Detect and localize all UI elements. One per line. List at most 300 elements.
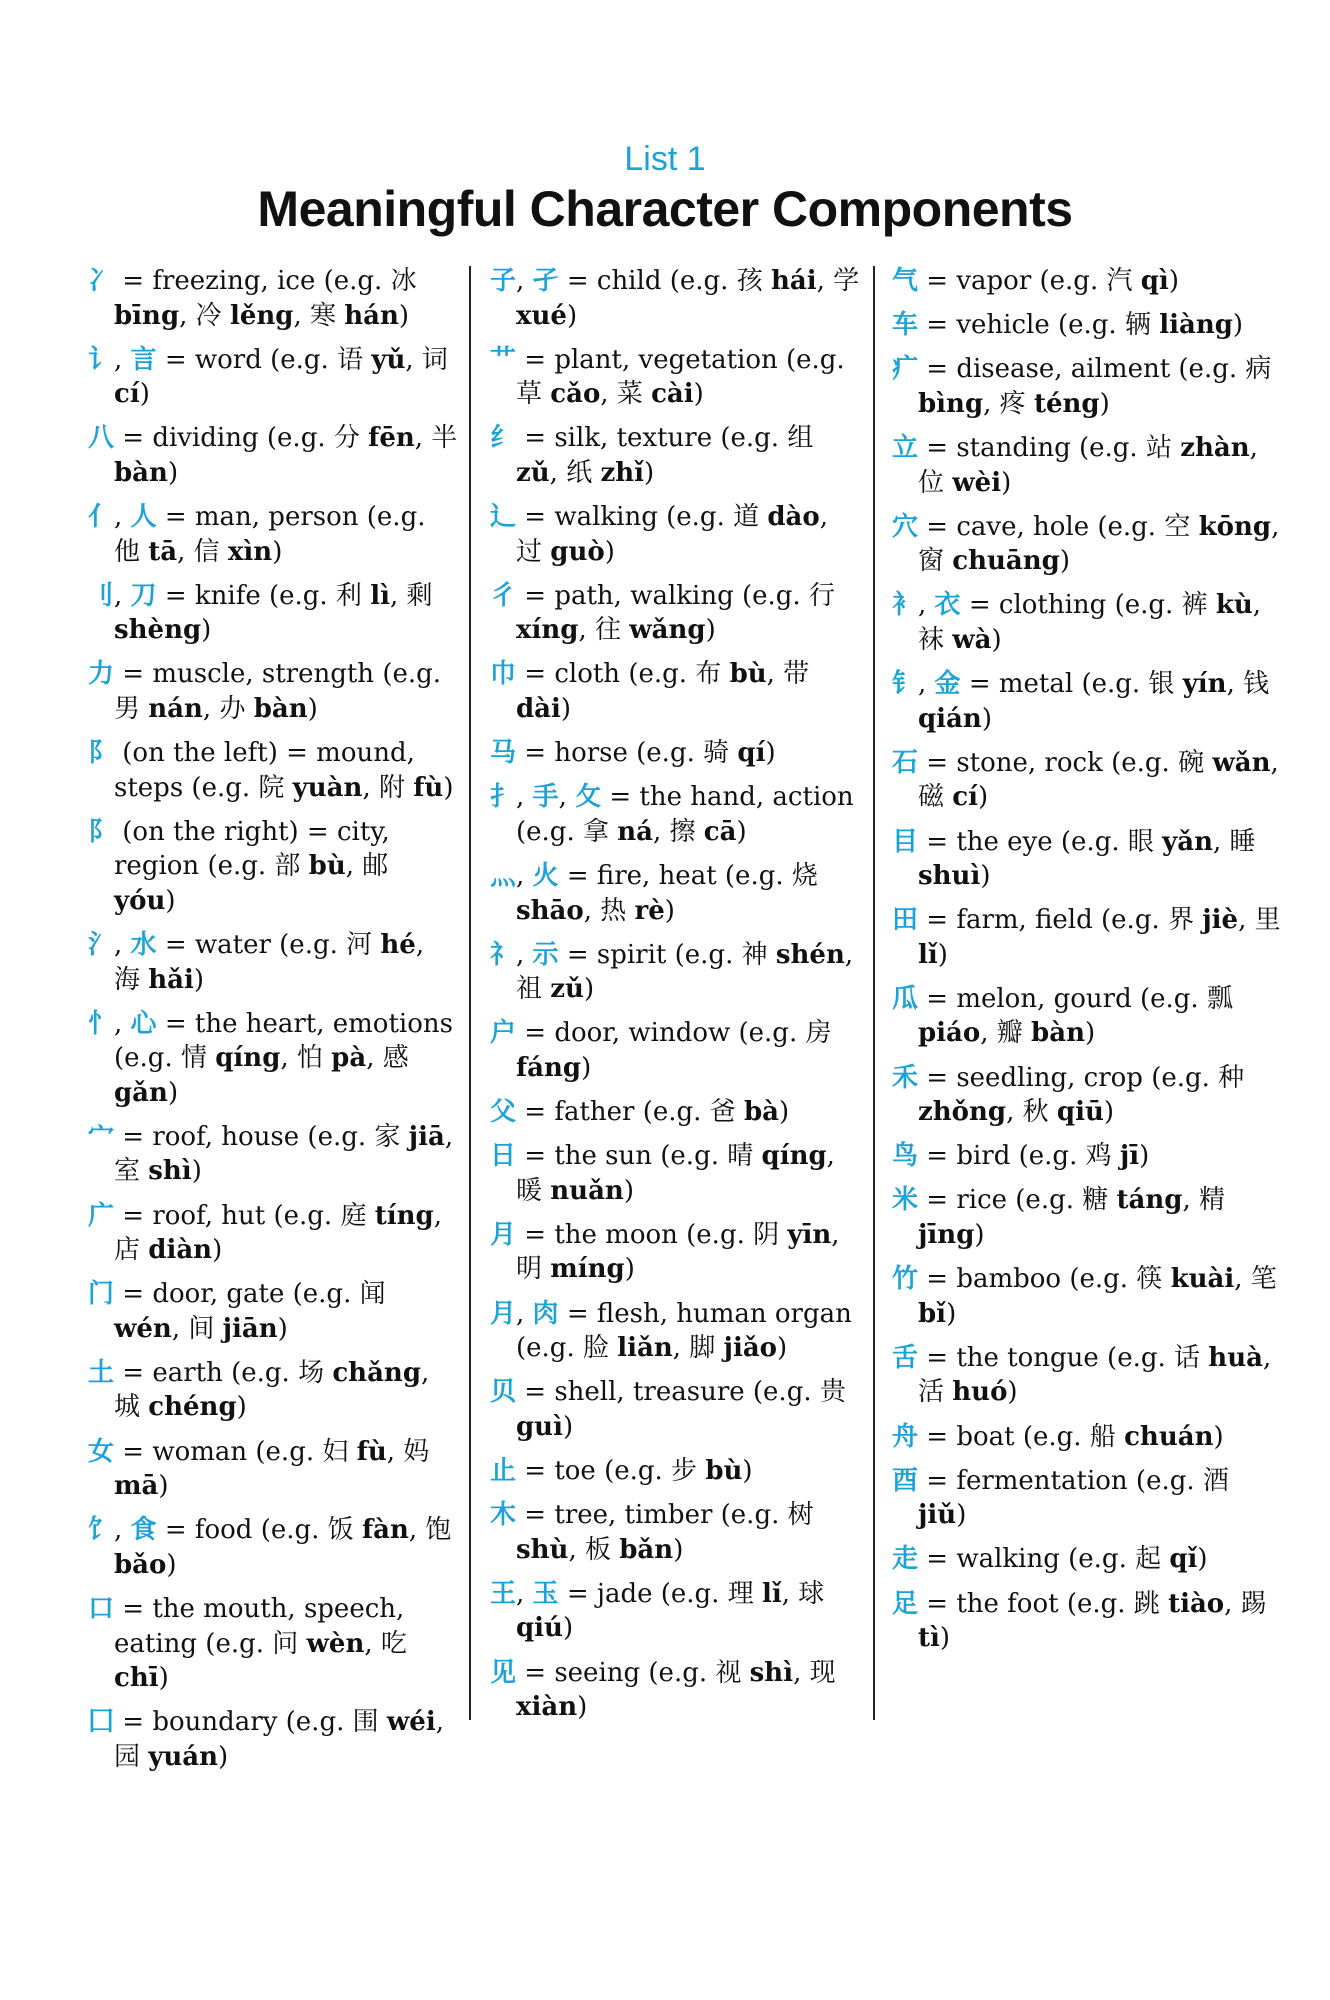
entry-text: = disease, ailment (e.g. 病 [918, 354, 1272, 385]
component-character: 瓜 [892, 983, 919, 1014]
component-entry [490, 1656, 860, 1725]
component-character: 石 [892, 747, 919, 778]
entry-text: ) [673, 1534, 684, 1565]
entry-text: = the mouth, speech, eating (e.g. 问 [114, 1594, 405, 1659]
entry-text: = bamboo (e.g. 筷 [918, 1264, 1171, 1295]
component-character: 辶 [490, 502, 517, 533]
component-character: 疒 [892, 354, 919, 385]
entry-text: ) [165, 885, 176, 916]
component-entry [892, 352, 1282, 421]
component-character: 钅 [892, 669, 919, 700]
component-entry [490, 859, 860, 928]
component-entry [892, 431, 1282, 500]
pinyin: lǐ [918, 939, 938, 970]
component-entry [490, 938, 860, 1007]
entry-text: , [516, 266, 533, 296]
entry-text: = door, gate (e.g. 闻 [114, 1279, 386, 1310]
pinyin: dài [516, 693, 561, 724]
list-label: List 1 [624, 140, 706, 178]
component-character: 力 [88, 659, 115, 690]
pinyin: lǐ [761, 1578, 782, 1609]
pinyin: bàn [114, 457, 168, 488]
component-character: 示 [532, 939, 559, 970]
pinyin: qí [737, 738, 766, 769]
component-character: 鸟 [892, 1141, 919, 1172]
entry-text: = earth (e.g. 场 [114, 1357, 333, 1388]
pinyin: bìng [918, 388, 984, 419]
component-character: 囗 [88, 1707, 115, 1738]
component-character: 扌 [490, 782, 517, 813]
entry-text: ) [167, 457, 179, 488]
component-character: 巾 [490, 659, 517, 690]
pinyin: zǔ [550, 974, 584, 1005]
component-character: 口 [88, 1594, 115, 1624]
column-1 [88, 264, 458, 1784]
entry-text: = father (e.g. 爸 [516, 1097, 744, 1128]
pinyin: nuǎn [550, 1175, 624, 1206]
entry-text: , 睡 [1213, 826, 1256, 857]
component-entry [88, 1356, 458, 1425]
component-character: 亻 [88, 502, 115, 533]
entry-text: , 菜 [600, 379, 652, 410]
component-entry [490, 1375, 860, 1444]
entry-text: , 踢 [1224, 1588, 1267, 1619]
pinyin: chī [114, 1663, 159, 1693]
pinyin: huà [1208, 1342, 1263, 1373]
entry-text: , 脚 [672, 1333, 724, 1364]
pinyin: jiǔ [918, 1500, 957, 1531]
entry-text: ) [956, 1500, 967, 1531]
entry-text: , 海 [114, 930, 425, 995]
pinyin: yǔ [371, 344, 406, 375]
component-entry [490, 1454, 860, 1489]
component-character: 攵 [575, 782, 602, 813]
component-entry [892, 264, 1282, 299]
component-character: 足 [892, 1588, 919, 1619]
entry-text: , 信 [177, 536, 228, 567]
entry-text: = water (e.g. 河 [156, 930, 381, 960]
entry-text: ) [1099, 388, 1110, 419]
component-entry [88, 657, 458, 726]
entry-text: = shell, treasure (e.g. 贵 [516, 1377, 846, 1408]
entry-text: , [114, 930, 131, 960]
component-entry [490, 736, 860, 771]
component-entry [490, 1297, 860, 1366]
pinyin: zhǒng [918, 1097, 1007, 1128]
entry-text: = vapor (e.g. 汽 [918, 266, 1141, 296]
entry-text: ) [1059, 546, 1070, 577]
pinyin: qiú [516, 1613, 563, 1644]
entry-text: , [516, 782, 533, 813]
pinyin: shì [148, 1156, 192, 1187]
entry-text: , [516, 939, 533, 970]
entry-text: , 冷 [179, 300, 230, 331]
pinyin: lì [370, 580, 390, 611]
entry-text: ) [1103, 1097, 1115, 1128]
entry-text: , 饱 [408, 1515, 452, 1546]
component-entry [88, 264, 458, 333]
component-character: 心 [130, 1008, 157, 1039]
component-entry [892, 588, 1282, 657]
component-entry [490, 500, 860, 569]
pinyin: wèi [952, 467, 1002, 498]
component-character: 衣 [934, 590, 961, 621]
component-entry [490, 1498, 860, 1567]
component-entry [490, 1139, 860, 1208]
pinyin: chǎng [332, 1357, 422, 1388]
entry-text: ) [277, 1313, 288, 1344]
component-character: 冫 [88, 266, 115, 296]
component-entry [490, 343, 860, 412]
component-entry [490, 1218, 860, 1287]
entry-text: = freezing, ice (e.g. 冰 [114, 266, 417, 296]
entry-text: = path, walking (e.g. 行 [516, 580, 835, 611]
entry-text: = seedling, crop (e.g. 种 [918, 1062, 1245, 1093]
pinyin: shù [516, 1534, 569, 1565]
pinyin: jiān [222, 1313, 278, 1344]
entry-text: , 感 [366, 1043, 409, 1074]
pinyin: bàn [253, 693, 308, 724]
pinyin: liǎn [617, 1333, 673, 1364]
component-character: 舟 [892, 1421, 919, 1452]
entry-text: = silk, texture (e.g. 组 [516, 423, 814, 454]
pinyin: bǐ [918, 1298, 947, 1329]
entry-text: , 活 [918, 1342, 1272, 1408]
component-entry [88, 1199, 458, 1268]
pinyin: hé [380, 930, 416, 960]
component-character: 月 [490, 1298, 517, 1329]
component-character: 人 [130, 502, 157, 533]
entry-text: = the moon (e.g. 阴 [516, 1219, 788, 1250]
pinyin: xìn [227, 536, 273, 567]
component-character: 忄 [88, 1008, 115, 1039]
component-entry [490, 579, 860, 648]
pinyin: shèng [114, 615, 202, 646]
pinyin: cí [952, 782, 978, 813]
entry-text: ) [779, 1097, 790, 1128]
component-character: 讠 [88, 344, 115, 375]
component-character: 火 [532, 861, 559, 891]
component-entry [892, 746, 1282, 815]
component-character: 车 [892, 310, 919, 341]
component-entry [490, 780, 860, 849]
entry-text: , 明 [516, 1219, 840, 1285]
entry-text: = cave, hole (e.g. 空 [918, 511, 1199, 542]
page-title: Meaningful Character Components [257, 181, 1073, 237]
component-entry [88, 815, 458, 919]
pinyin: cài [651, 379, 694, 410]
pinyin: dào [767, 502, 820, 533]
entry-text: ) [664, 895, 675, 926]
component-character: 阝 [88, 816, 115, 847]
entry-text: , 窗 [918, 511, 1280, 577]
entry-text: , 位 [918, 433, 1258, 498]
component-character: 玉 [532, 1578, 559, 1609]
entry-text: = roof, house (e.g. 家 [114, 1121, 409, 1152]
entry-text: , 过 [516, 502, 828, 567]
entry-text: ) [937, 939, 948, 970]
component-character: 禾 [892, 1062, 919, 1093]
pinyin: táng [1116, 1185, 1183, 1216]
entry-text: ) [977, 782, 989, 813]
pinyin: mā [114, 1471, 159, 1502]
pinyin: rè [634, 895, 665, 926]
pinyin: ná [617, 816, 653, 847]
entry-text: = word (e.g. 语 [156, 344, 372, 375]
component-entry [88, 500, 458, 569]
entry-text: ) [991, 624, 1002, 655]
component-character: 王 [490, 1578, 517, 1609]
pinyin: tíng [374, 1200, 434, 1231]
entry-text: = standing (e.g. 站 [918, 433, 1181, 464]
entry-text: = dividing (e.g. 分 [114, 423, 369, 454]
entry-text: = food (e.g. 饭 [156, 1515, 362, 1546]
pinyin: bù [729, 659, 767, 690]
pinyin: guò [550, 536, 605, 567]
entry-text: = the heart, emotions (e.g. 情 [114, 1008, 453, 1074]
entry-text: , 怕 [280, 1043, 332, 1074]
pinyin: jiā [408, 1121, 445, 1152]
pinyin: jīng [918, 1219, 975, 1250]
pinyin: diàn [148, 1235, 213, 1266]
entry-text: = rice (e.g. 糖 [918, 1185, 1117, 1216]
component-character: 木 [490, 1500, 517, 1531]
pinyin: zǔ [516, 457, 550, 488]
component-entry [88, 736, 458, 805]
component-character: 户 [490, 1018, 517, 1049]
pinyin: yǎn [1162, 826, 1213, 857]
entry-text: , 室 [114, 1121, 454, 1187]
entry-text: = the foot (e.g. 跳 [918, 1588, 1169, 1619]
entry-text: , 吃 [364, 1628, 407, 1659]
entry-text: ) [167, 1077, 179, 1108]
component-character: 竹 [892, 1264, 919, 1295]
pinyin: yín [1182, 669, 1227, 700]
component-character: 穴 [892, 511, 919, 542]
pinyin: qiū [1056, 1097, 1104, 1128]
entry-text: ) [236, 1392, 247, 1423]
entry-text: = walking (e.g. 道 [516, 502, 768, 533]
pinyin: fēn [368, 423, 415, 454]
pinyin: huó [952, 1377, 1008, 1408]
pinyin: shāo [516, 895, 584, 926]
entry-text: = woman (e.g. 妇 [114, 1436, 357, 1467]
pinyin: chuán [1124, 1421, 1214, 1452]
pinyin: yuán [148, 1741, 219, 1772]
entry-text: , 钱 [1226, 669, 1270, 700]
component-entry [892, 667, 1282, 736]
entry-text: , 妈 [386, 1436, 430, 1467]
component-character: 目 [892, 826, 919, 857]
entry-text: = fermentation (e.g. 酒 [918, 1465, 1229, 1496]
entry-text: ) [191, 1156, 202, 1187]
component-character: 水 [130, 930, 157, 960]
entry-text: ) [604, 536, 615, 567]
entry-text: , 暖 [516, 1141, 835, 1206]
entry-text: = metal (e.g. 银 [960, 669, 1183, 700]
component-character: 氵 [88, 930, 115, 960]
pinyin: qíng [761, 1141, 827, 1172]
pinyin: zhàn [1180, 433, 1250, 464]
entry-text: = clothing (e.g. 裤 [960, 590, 1216, 621]
entry-text: , 现 [793, 1657, 836, 1688]
entry-text: = cloth (e.g. 布 [516, 659, 730, 690]
entry-text: , [516, 1298, 533, 1329]
component-character: 饣 [88, 1515, 115, 1546]
column-divider [469, 266, 471, 1720]
component-entry [490, 1577, 860, 1646]
pinyin: yóu [114, 885, 166, 916]
entry-text: , [114, 344, 131, 375]
pinyin: wǎn [1212, 747, 1271, 778]
component-entry [892, 1061, 1282, 1130]
component-character: 金 [934, 669, 961, 700]
component-character: 阝 [88, 738, 115, 769]
entry-text: ) [218, 1741, 229, 1772]
entry-text: , [114, 1008, 131, 1039]
component-entry [88, 1007, 458, 1111]
pinyin: chéng [148, 1392, 237, 1423]
pinyin: fù [413, 772, 444, 803]
component-entry [490, 1016, 860, 1085]
pinyin: bǎo [114, 1549, 167, 1580]
entry-text: , 邮 [345, 851, 389, 882]
entry-text: , 袜 [918, 590, 1261, 655]
component-character: 立 [892, 433, 919, 464]
entry-text: , [558, 782, 576, 813]
entry-text: ) [624, 1254, 635, 1285]
entry-text: = boundary (e.g. 围 [114, 1707, 387, 1738]
entry-text: = the tongue (e.g. 话 [918, 1342, 1209, 1373]
pinyin: jiǎo [723, 1333, 778, 1364]
component-entry [892, 308, 1282, 343]
entry-text: , 祖 [516, 939, 854, 1005]
entry-text: = flesh, human organ (e.g. 脸 [516, 1298, 852, 1364]
component-entry [892, 1420, 1282, 1455]
pinyin: tì [918, 1623, 940, 1654]
entry-text: , 磁 [918, 747, 1279, 813]
entry-text: = stone, rock (e.g. 碗 [918, 747, 1213, 778]
entry-text: ) [1213, 1421, 1224, 1452]
entry-text: , 纸 [549, 457, 601, 488]
pinyin: fáng [516, 1052, 582, 1083]
entry-text: , 学 [816, 266, 860, 296]
component-character: 见 [490, 1657, 517, 1688]
component-character: 止 [490, 1456, 517, 1486]
component-character: 纟 [490, 423, 517, 454]
component-entry [88, 1705, 458, 1774]
pinyin: nán [148, 693, 203, 724]
component-entry [88, 1435, 458, 1504]
component-character: 酉 [892, 1465, 919, 1496]
pinyin: tiào [1168, 1588, 1225, 1619]
entry-text: = the hand, action (e.g. 拿 [516, 782, 854, 847]
entry-text: = toe (e.g. 步 [516, 1456, 706, 1486]
pinyin: wèn [306, 1628, 365, 1659]
pinyin: shén [775, 939, 845, 970]
entry-text: , 店 [114, 1200, 442, 1266]
component-character: 广 [88, 1200, 115, 1231]
pinyin: fù [356, 1436, 387, 1467]
component-character: 宀 [88, 1121, 115, 1152]
column-2 [490, 264, 860, 1734]
pinyin: bù [308, 851, 346, 882]
component-entry [892, 1139, 1282, 1174]
component-character: 土 [88, 1357, 115, 1388]
entry-text: ) [212, 1235, 223, 1266]
component-character: 女 [88, 1436, 115, 1467]
entry-text: , 半 [414, 423, 458, 454]
entry-text: ) [742, 1456, 753, 1486]
entry-text: ) [560, 693, 572, 724]
pinyin: shì [749, 1657, 794, 1688]
component-entry [892, 982, 1282, 1051]
component-entry [892, 1183, 1282, 1252]
entry-text: , [918, 669, 935, 700]
pinyin: wén [114, 1313, 172, 1344]
entry-text: , 擦 [652, 816, 704, 847]
component-entry [490, 1095, 860, 1130]
entry-text: ) [693, 379, 704, 410]
component-character: 衤 [892, 590, 919, 621]
entry-text: , 园 [114, 1707, 444, 1772]
component-entry [892, 1464, 1282, 1533]
entry-text: ) [1168, 266, 1179, 296]
entry-text: , 寒 [293, 300, 345, 331]
entry-text: , [516, 1578, 533, 1609]
component-character: 礻 [490, 939, 517, 970]
entry-text: ) [562, 1613, 574, 1644]
entry-text: = seeing (e.g. 视 [516, 1657, 750, 1688]
component-entry [88, 421, 458, 490]
entry-text: , [114, 1515, 131, 1546]
entry-text: ) [777, 1333, 788, 1364]
pinyin: wà [952, 624, 992, 655]
pinyin: hán [344, 300, 399, 331]
component-character: 日 [490, 1141, 517, 1172]
pinyin: xué [516, 300, 567, 331]
entry-text: = the eye (e.g. 眼 [918, 826, 1163, 857]
entry-text: , [114, 580, 131, 611]
entry-text: ) [1232, 310, 1244, 341]
pinyin: qián [918, 703, 982, 734]
entry-text: = child (e.g. 孩 [558, 266, 771, 296]
pinyin: fàn [361, 1515, 409, 1546]
entry-text: = farm, field (e.g. 界 [918, 905, 1203, 936]
entry-text: , 词 [405, 344, 448, 375]
pinyin: jī [1119, 1141, 1140, 1172]
pinyin: qíng [215, 1043, 281, 1074]
entry-text: ) [1197, 1544, 1208, 1575]
component-character: 八 [88, 423, 115, 454]
pinyin: cā [703, 816, 737, 847]
pinyin: hǎi [148, 964, 194, 995]
entry-text: ) [1139, 1141, 1150, 1172]
entry-text: ) [765, 738, 776, 769]
entry-text: = plant, vegetation (e.g. 草 [516, 344, 845, 410]
component-entry [88, 579, 458, 648]
pinyin: pà [331, 1043, 367, 1074]
pinyin: qǐ [1169, 1544, 1198, 1575]
pinyin: piáo [918, 1018, 981, 1049]
entry-text: ) [193, 964, 205, 995]
entry-text: ) [566, 300, 578, 331]
component-character: 刂 [88, 580, 115, 611]
entry-text: ) [939, 1623, 951, 1654]
component-character: 马 [490, 738, 517, 769]
pinyin: yīn [787, 1219, 832, 1250]
component-character: 月 [490, 1219, 517, 1250]
